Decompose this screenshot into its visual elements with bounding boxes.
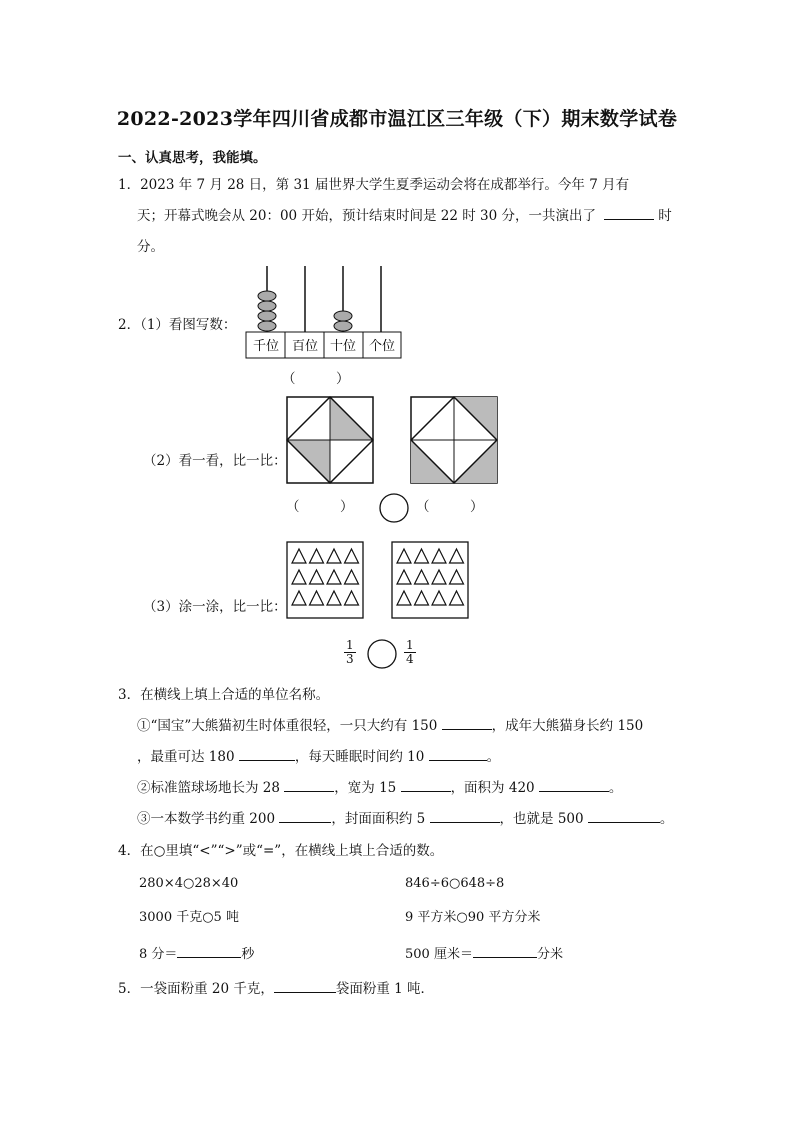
abacus-bead: [258, 301, 276, 311]
q2-label3: （3）涂一涂，比一比：: [143, 599, 287, 615]
place-label: 百位: [291, 339, 319, 354]
q4-stem: 4．在○里填“<”“>”或“=”，在横线上填上合适的数。: [118, 843, 444, 859]
q3-line2: [137, 746, 500, 768]
answer-paren[interactable]: （ ）: [416, 499, 484, 515]
compare-circle[interactable]: [378, 492, 410, 524]
section-heading: 一、认真思考，我能填。: [118, 150, 267, 166]
q3-text: ①“国宝”大熊猫初生时体重很轻，一只大约有 150: [137, 718, 438, 734]
square-figure-right: [410, 396, 498, 484]
q3-text: ②标准篮球场地长为 28: [137, 780, 280, 796]
q4-text: 500 厘米＝: [405, 947, 473, 962]
fraction-one-third: $\frac{1}{3}$: [346, 638, 354, 666]
q3-text: 。: [486, 749, 501, 765]
answer-blank[interactable]: [401, 777, 451, 792]
q3-text: 。: [608, 780, 623, 796]
q3-text: ，最重可达 180: [137, 749, 235, 765]
abacus-bead: [334, 311, 352, 321]
answer-blank[interactable]: [177, 943, 241, 958]
abacus-bead: [258, 291, 276, 301]
page-title: 2022-2023学年四川省成都市温江区三年级（下）期末数学试卷: [116, 108, 678, 130]
answer-blank[interactable]: [284, 777, 334, 792]
answer-blank[interactable]: [539, 777, 609, 792]
q4-text: 分米: [536, 947, 563, 962]
q1-line2: [137, 205, 672, 227]
q2-label1: 2．（1）看图写数：: [118, 317, 237, 333]
q3-text: ，宽为 15: [334, 780, 397, 796]
triangle-grid-right: [391, 541, 469, 619]
q3-text: ，封面面积约 5: [331, 811, 426, 827]
q3-line3: [137, 777, 622, 799]
q3-line1: [137, 715, 643, 737]
abacus-figure: [245, 262, 405, 362]
answer-paren[interactable]: （ ）: [286, 499, 354, 515]
answer-blank[interactable]: [604, 205, 654, 220]
q4-item-c[interactable]: 3000 千克○5 吨: [139, 910, 239, 925]
q1-unit-hour: 时: [658, 208, 672, 224]
q4-text: 8 分＝: [139, 947, 178, 962]
q4-text: 秒: [241, 947, 255, 962]
answer-paren[interactable]: （ ）: [282, 371, 350, 387]
answer-blank[interactable]: [279, 808, 331, 823]
q4-item-b[interactable]: 846÷6○648÷8: [405, 876, 505, 891]
answer-blank[interactable]: [274, 978, 336, 993]
fraction-one-quarter: $\frac{1}{4}$: [406, 638, 414, 666]
abacus-bead: [334, 321, 352, 331]
q3-text: ，成年大熊猫身长约 150: [491, 718, 644, 734]
q3-stem: 3．在横线上填上合适的单位名称。: [118, 687, 330, 703]
q4-item-a[interactable]: 280×4○28×40: [139, 876, 239, 891]
triangle-grid-left: [286, 541, 364, 619]
q3-text: ，每天睡眠时间约 10: [294, 749, 425, 765]
q1-line3: 分。: [137, 239, 164, 255]
q3-line4: [137, 808, 673, 830]
answer-blank[interactable]: [473, 943, 537, 958]
q3-text: ，也就是 500: [499, 811, 584, 827]
compare-circle[interactable]: [366, 638, 398, 670]
q4-item-e: [139, 943, 254, 966]
q3-text: ③一本数学书约重 200: [137, 811, 276, 827]
answer-blank[interactable]: [239, 746, 295, 761]
q5-text: 袋面粉重 1 吨．: [335, 981, 435, 997]
q5-line: [118, 978, 434, 1000]
q1-text: 天；开幕式晚会从 20：00 开始，预计结束时间是 22 时 30 分，一共演出了: [137, 208, 596, 224]
square-figure-left: [286, 396, 374, 484]
answer-blank[interactable]: [429, 746, 487, 761]
q5-text: 5．一袋面粉重 20 千克，: [118, 981, 274, 997]
q2-label2: （2）看一看，比一比：: [143, 453, 287, 469]
q1-line1: 1．2023 年 7 月 28 日，第 31 届世界大学生夏季运动会将在成都举行。今年 7 月有: [118, 177, 630, 193]
q4-item-d[interactable]: 9 平方米○90 平方分米: [405, 910, 541, 925]
place-label: 个位: [368, 339, 396, 354]
answer-blank[interactable]: [430, 808, 500, 823]
place-label: 十位: [329, 339, 357, 354]
abacus-bead: [258, 311, 276, 321]
q3-text: 。: [659, 811, 674, 827]
q4-item-f: [405, 943, 563, 966]
place-label: 千位: [252, 339, 280, 354]
q3-text: ，面积为 420: [450, 780, 535, 796]
abacus-bead: [258, 321, 276, 331]
answer-blank[interactable]: [442, 715, 492, 730]
answer-blank[interactable]: [588, 808, 660, 823]
